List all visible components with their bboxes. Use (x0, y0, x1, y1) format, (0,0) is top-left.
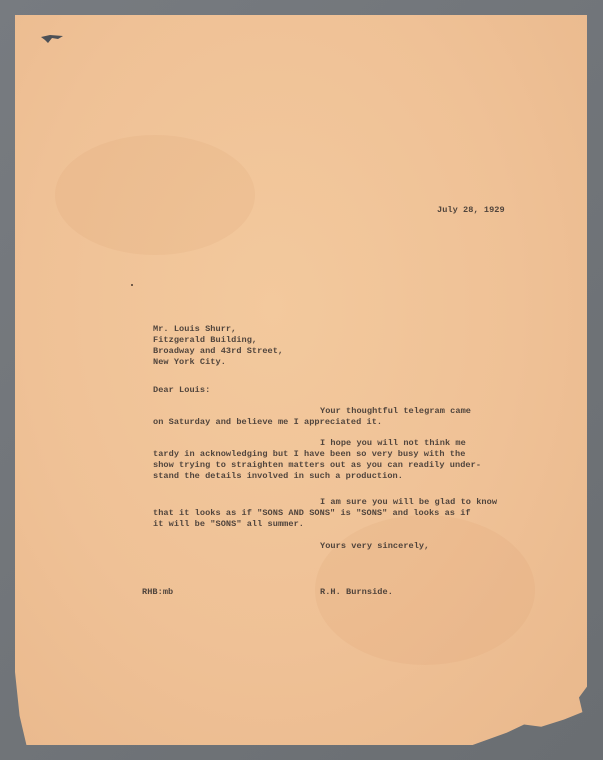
salutation: Dear Louis: (153, 385, 211, 395)
address-line: New York City. (153, 357, 226, 367)
body-line: tardy in acknowledging but I have been so very busy with the (153, 449, 466, 459)
paper-stain (55, 135, 255, 255)
body-line: stand the details involved in such a production. (153, 471, 403, 481)
body-line: I am sure you will be glad to know (320, 497, 498, 507)
body-line: I hope you will not think me (320, 438, 466, 448)
body-line: on Saturday and believe me I appreciated it. (153, 417, 383, 427)
signature-line: R.H. Burnside. (320, 587, 393, 597)
typist-initials: RHB:mb (142, 587, 174, 597)
letter-paper (15, 15, 587, 745)
closing: Yours very sincerely, (320, 541, 430, 551)
body-line: it will be "SONS" all summer. (153, 519, 305, 529)
paper-speck (131, 284, 133, 286)
body-line: that it looks as if "SONS AND SONS" is "SONS" and looks as if (153, 508, 471, 518)
body-line: Your thoughtful telegram came (320, 406, 472, 416)
letter-date: July 28, 1929 (437, 205, 505, 215)
corner-tear-mark (40, 34, 64, 44)
address-line: Mr. Louis Shurr, (153, 324, 237, 334)
body-line: show trying to straighten matters out as you can readily under- (153, 460, 482, 470)
address-line: Broadway and 43rd Street, (153, 346, 284, 356)
address-line: Fitzgerald Building, (153, 335, 258, 345)
